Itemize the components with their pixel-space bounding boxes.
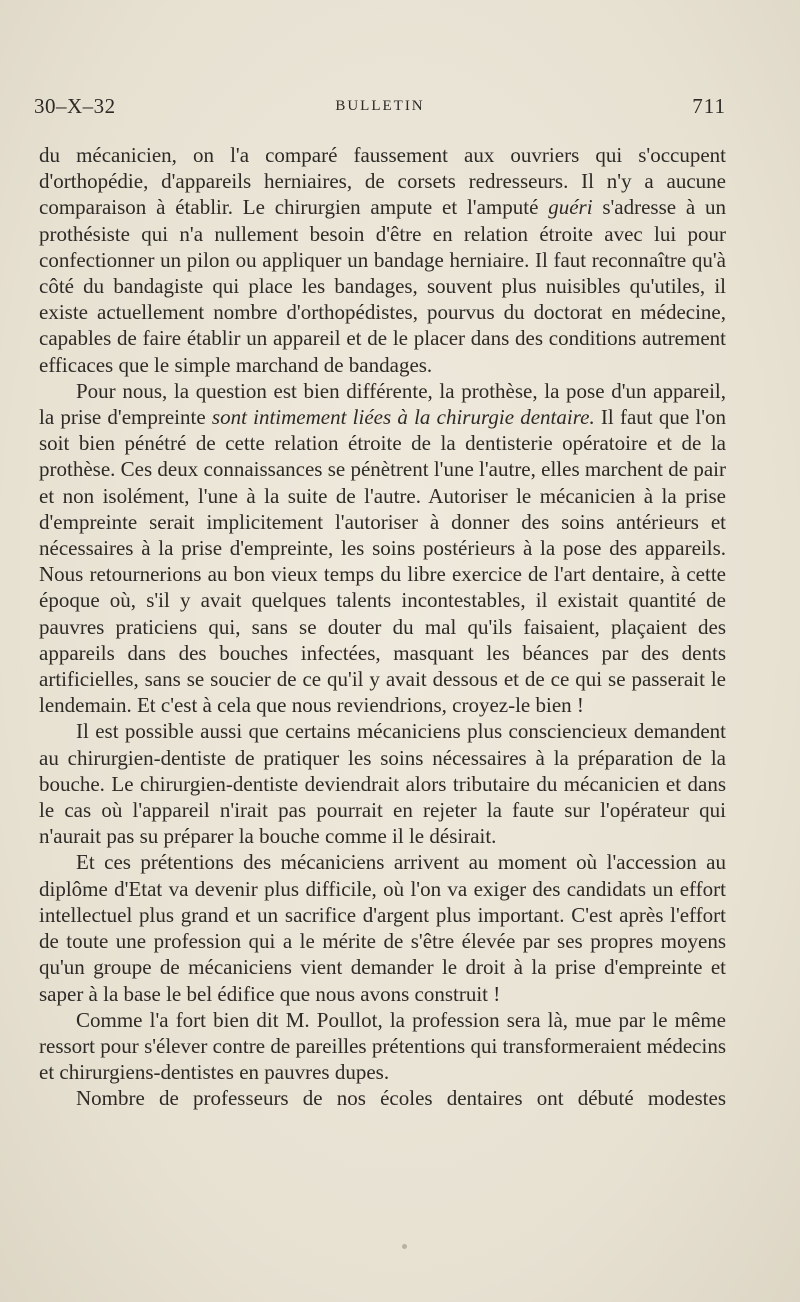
text-run: s'adresse à un prothésiste qui n'a nullement besoin d'être en relation étroite avec lui pour confectionner un pilon ou appliquer un bandage herniaire. Il faut reconnaître qu'à côté du bandagiste qui place les bandages, souvent plus nuisibles qu'utiles, il existe actuellement nombre d'orthopédistes, pourvus du doctorat en médecine, capables de faire établir un appareil et de le placer dans des conditions autrement efficaces que le simple marchand de bandages. — [39, 195, 727, 377]
paragraph — [39, 378, 726, 719]
header-date: 30–X–32 — [34, 94, 116, 118]
text-run: Comme l'a fort bien dit M. Poullot, la profession sera là, mue par le même ressort pour s'élever contre de pareilles prétentions qui transformeraient médecins et chirurgiens-dentistes en pauvres dupes. — [39, 1007, 726, 1085]
page-number: 711 — [692, 94, 726, 118]
paragraph — [39, 1007, 726, 1086]
italic-run: guéri — [548, 195, 593, 220]
running-head — [34, 94, 726, 122]
header-title: BULLETIN — [335, 98, 425, 114]
page-speck — [402, 1244, 407, 1249]
paragraph — [39, 718, 726, 849]
paragraph — [39, 849, 726, 1006]
body-text — [39, 142, 726, 1112]
italic-run: sont intimement liées à la chirurgie dentaire. — [211, 405, 595, 430]
text-run: Il faut que l'on soit bien pénétré de cette relation étroite de la dentisterie opératoire et de la prothèse. Ces deux connaissances se pénètrent l'une l'autre, elles marchent de pair et non isolément, l'une à la suite de l'autre. Autoriser le mécanicien à la prise d'empreinte serait implicitement l'autoriser à donner des soins antérieurs et nécessaires à la prise d'empreinte, les soins postérieurs à la pose des appareils. Nous retournerions au bon vieux temps du libre exercice de l'art dentaire, à cette époque où, s'il y avait quelques talents incontestables, il existait quantité de pauvres praticiens qui, sans se douter du mal qu'ils faisaient, plaçaient des appareils dans des bouches infectées, masquant les béances par des dents artificielles, sans se soucier de ce qu'il y avait dessous et de ce qui se passerait le lendemain. Et c'est à cela que nous reviendrions, croyez-le bien ! — [39, 405, 727, 718]
paragraph — [39, 1085, 726, 1111]
text-run: Pour nous, la question est bien différente, la prothèse, la pose d'un appareil, la prise d'empreinte — [39, 378, 726, 430]
text-run: Il est possible aussi que certains mécaniciens plus consciencieux demandent au chirurgien-dentiste de pratiquer les soins nécessaires à la préparation de la bouche. Le chirurgien-dentiste deviendrait alors tributaire du mécanicien et dans le cas où l'appareil n'irait pas pourrait en rejeter la faute sur l'opérateur qui n'aurait pas su préparer la bouche comme il le désirait. — [39, 719, 726, 849]
text-run: Nombre de professeurs de nos écoles dentaires ont débuté modestes — [76, 1086, 726, 1111]
text-run: du mécanicien, on l'a comparé faussement aux ouvriers qui s'occupent d'orthopédie, d'appareils herniaires, de corsets redresseurs. Il n'y a aucune comparaison à établir. Le chirurgien ampute et l'amputé — [39, 143, 726, 220]
text-run: Et ces prétentions des mécaniciens arrivent au moment où l'accession au diplôme d'Etat va devenir plus difficile, où l'on va exiger des candidats un effort intellectuel plus grand et un sacrifice d'argent plus important. C'est après l'effort de toute une profession qui a le mérite de s'être élevée par ses propres moyens qu'un groupe de mécaniciens vient demander le droit à la prise d'empreinte et saper à la base le bel édifice que nous avons construit ! — [39, 850, 726, 1006]
paragraph — [39, 142, 726, 378]
